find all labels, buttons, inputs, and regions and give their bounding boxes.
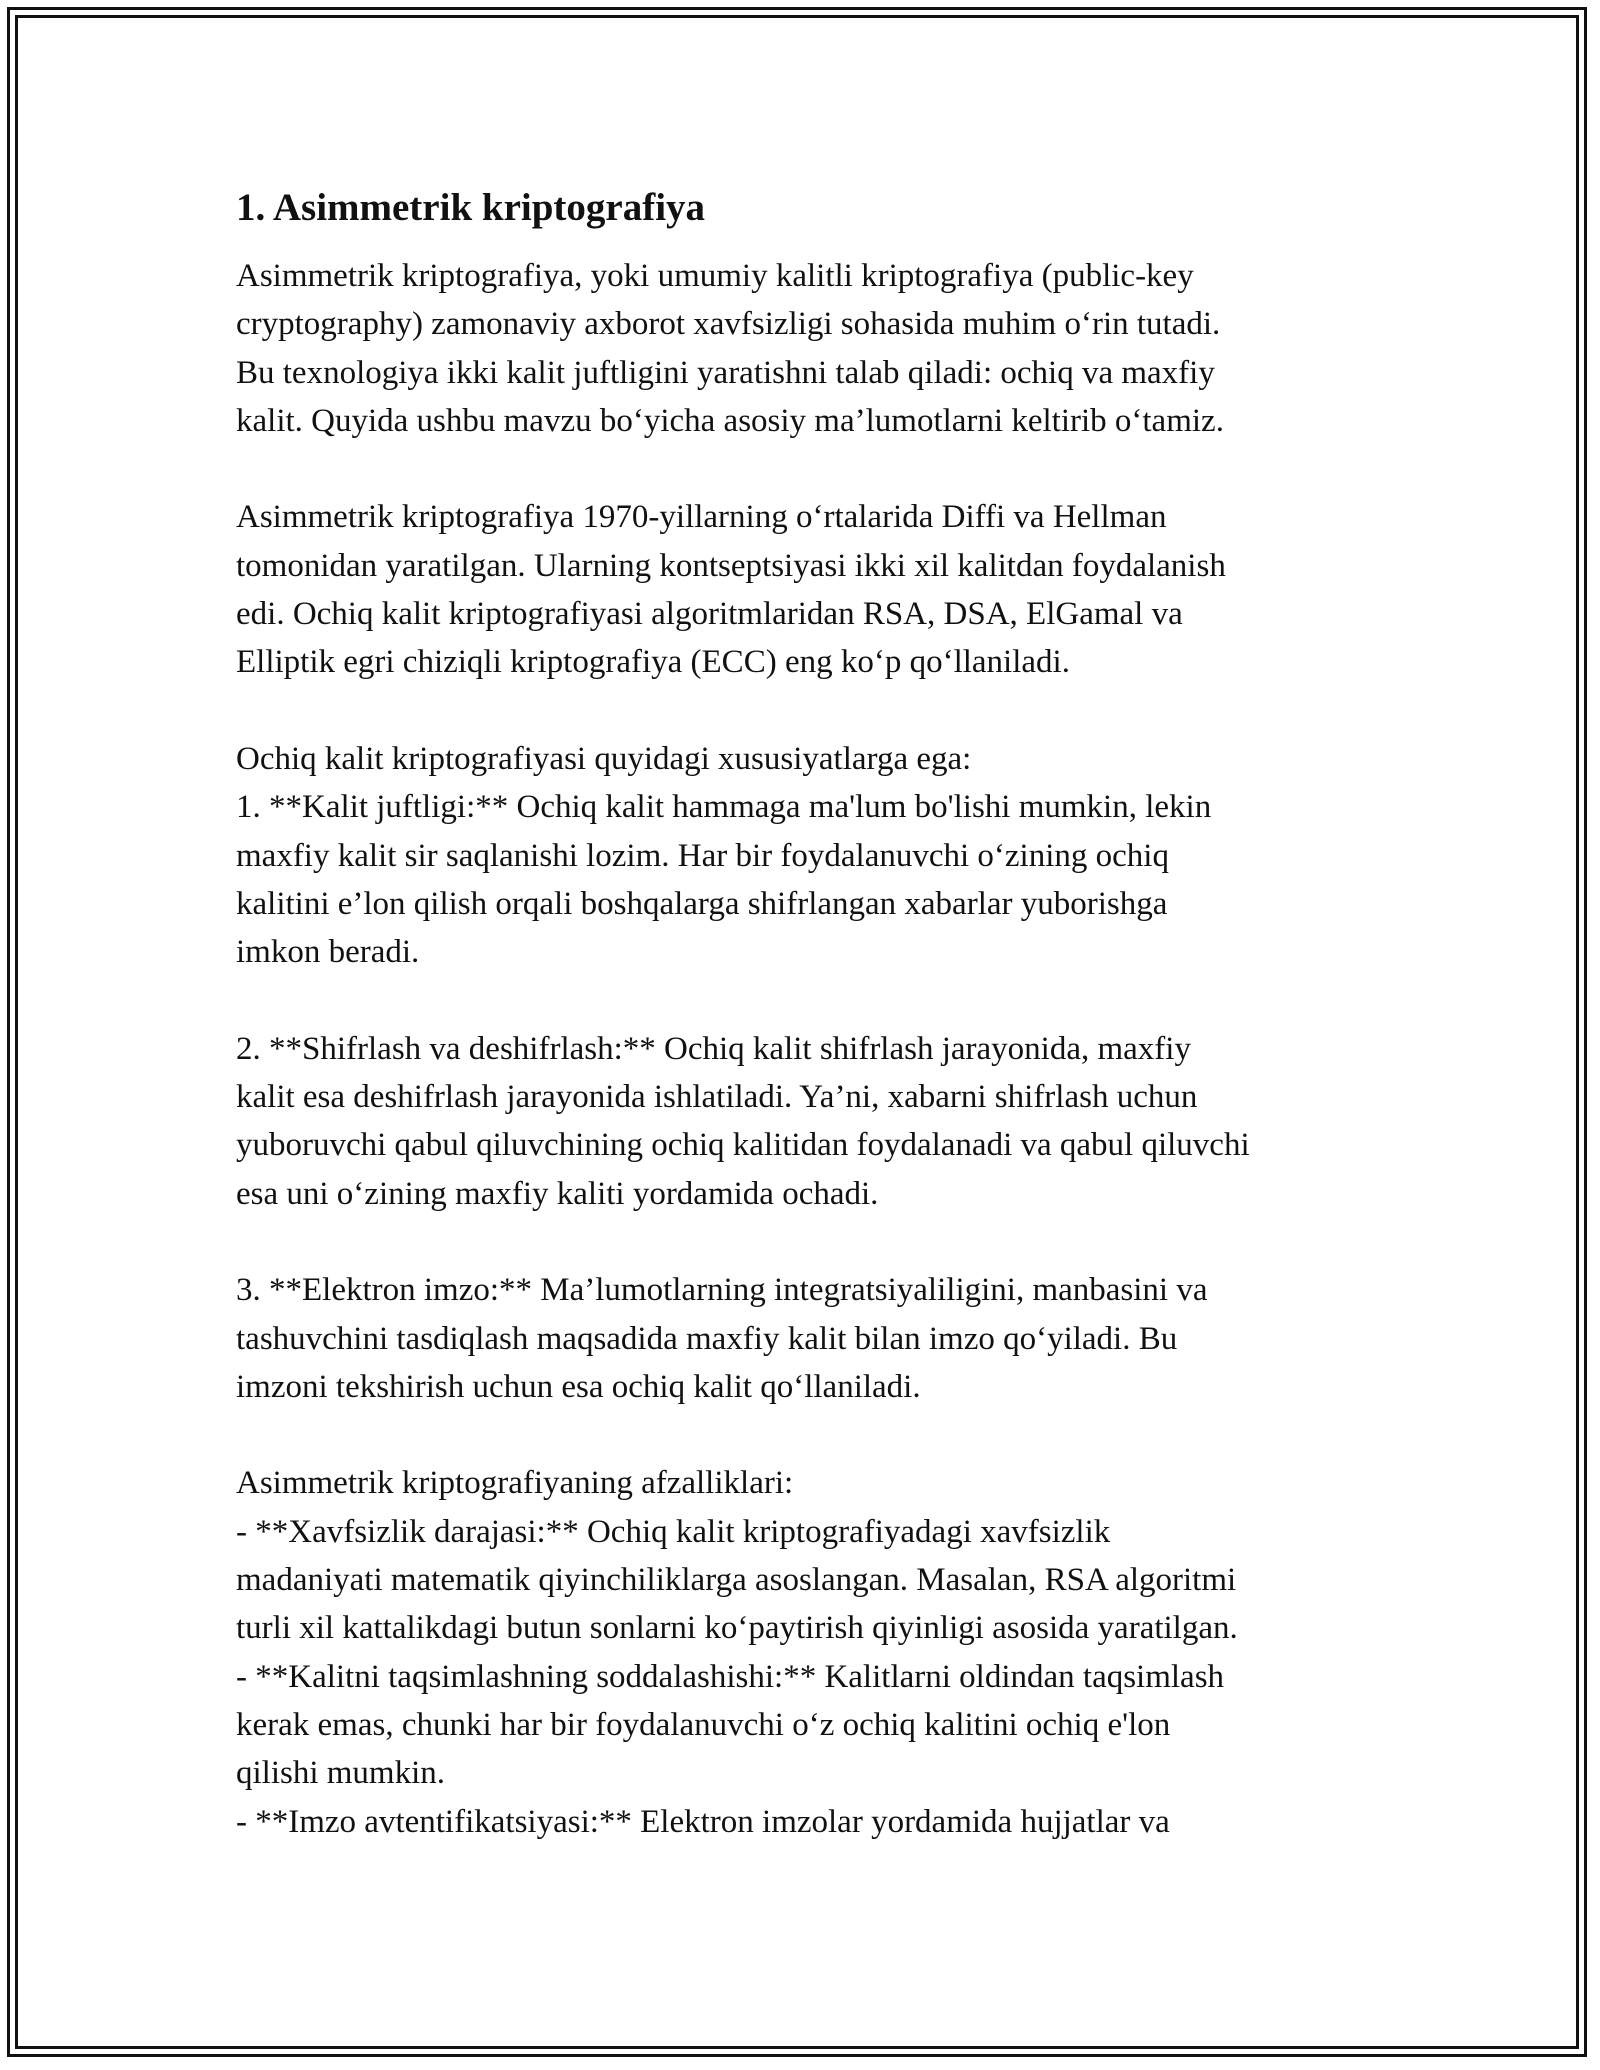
text-line: Asimmetrik kriptografiya 1970-yillarning o‘rtalarida Diffi va Hellman: [236, 499, 1167, 536]
paragraph-advantages: [236, 1459, 1386, 1845]
text-line: 1. **Kalit juftligi:** Ochiq kalit hammaga ma'lum bo'lishi mumkin, lekin: [236, 789, 1212, 826]
document-body: [236, 184, 1386, 1894]
paragraph-encryption: [236, 1025, 1386, 1218]
text-line: Ochiq kalit kriptografiyasi quyidagi xususiyatlarga ega:: [236, 740, 972, 777]
text-line: maxfiy kalit sir saqlanishi lozim. Har bir foydalanuvchi o‘zining ochiq: [236, 837, 1169, 874]
text-line: kerak emas, chunki har bir foydalanuvchi o‘z ochiq kalitini ochiq e'lon: [236, 1706, 1171, 1743]
text-line: kalit. Quyida ushbu mavzu bo‘yicha asosiy ma’lumotlarni keltirib o‘tamiz.: [236, 402, 1224, 439]
text-line: - **Imzo avtentifikatsiyasi:** Elektron imzolar yordamida hujjatlar va: [236, 1803, 1170, 1840]
text-line: edi. Ochiq kalit kriptografiyasi algoritmlaridan RSA, DSA, ElGamal va: [236, 596, 1183, 633]
text-line: - **Xavfsizlik darajasi:** Ochiq kalit kriptografiyadagi xavfsizlik: [236, 1513, 1111, 1550]
paragraph-features: [236, 735, 1386, 976]
text-line: tomonidan yaratilgan. Ularning kontseptsiyasi ikki xil kalitdan foydalanish: [236, 547, 1226, 584]
text-line: kalit esa deshifrlash jarayonida ishlatiladi. Ya’ni, xabarni shifrlash uchun: [236, 1079, 1198, 1116]
paragraph-signature: [236, 1266, 1386, 1411]
text-line: 3. **Elektron imzo:** Ma’lumotlarning integratsiyaliligini, manbasini va: [236, 1272, 1208, 1309]
text-line: Elliptik egri chiziqli kriptografiya (ECC) eng ko‘p qo‘llaniladi.: [236, 644, 1070, 681]
text-line: Asimmetrik kriptografiyaning afzalliklari:: [236, 1465, 794, 1502]
text-line: Asimmetrik kriptografiya, yoki umumiy kalitli kriptografiya (public-key: [236, 258, 1194, 294]
text-line: madaniyati matematik qiyinchiliklarga asoslangan. Masalan, RSA algoritmi: [236, 1562, 1237, 1599]
text-line: imkon beradi.: [236, 934, 420, 971]
text-line: cryptography) zamonaviy axborot xavfsizligi sohasida muhim o‘rin tutadi.: [236, 306, 1221, 343]
document-title: 1. Asimmetrik kriptografiya: [236, 186, 706, 229]
text-line: turli xil kattalikdagi butun sonlarni ko‘paytirish qiyinligi asosida yaratilgan.: [236, 1610, 1238, 1647]
paragraph-intro: [236, 252, 1386, 445]
text-line: esa uni o‘zining maxfiy kaliti yordamida ochadi.: [236, 1175, 879, 1212]
text-line: kalitini e’lon qilish orqali boshqalarga shifrlangan xabarlar yuborishga: [236, 885, 1168, 922]
text-line: imzoni tekshirish uchun esa ochiq kalit qo‘llaniladi.: [236, 1368, 921, 1405]
text-line: tashuvchini tasdiqlash maqsadida maxfiy kalit bilan imzo qo‘yiladi. Bu: [236, 1320, 1178, 1357]
text-line: - **Kalitni taqsimlashning soddalashishi:** Kalitlarni oldindan taqsimlash: [236, 1658, 1225, 1695]
paragraph-history: [236, 493, 1386, 686]
text-line: yuboruvchi qabul qiluvchining ochiq kalitidan foydalanadi va qabul qiluvchi: [236, 1127, 1250, 1164]
text-line: Bu texnologiya ikki kalit juftligini yaratishni talab qiladi: ochiq va maxfiy: [236, 354, 1215, 391]
text-line: 2. **Shifrlash va deshifrlash:** Ochiq kalit shifrlash jarayonida, maxfiy: [236, 1030, 1191, 1067]
text-line: qilishi mumkin.: [236, 1755, 446, 1792]
